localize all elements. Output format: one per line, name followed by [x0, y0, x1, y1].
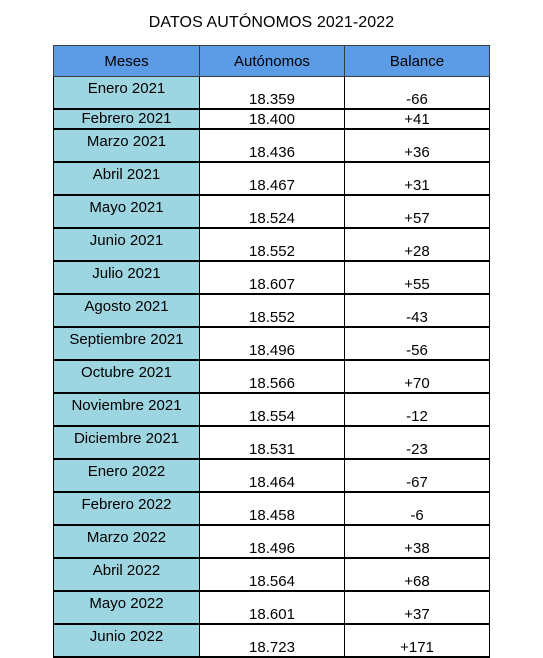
- month-cell: Octubre 2021: [54, 360, 200, 393]
- table-title: DATOS AUTÓNOMOS 2021-2022: [148, 14, 395, 31]
- balance-cell: +57: [345, 195, 490, 228]
- autonomos-cell: 18.458: [200, 492, 345, 525]
- balance-cell: -43: [345, 294, 490, 327]
- balance-cell: +31: [345, 162, 490, 195]
- autonomos-cell: 18.436: [200, 129, 345, 162]
- table-row: [54, 261, 490, 294]
- month-cell: Enero 2021: [54, 77, 200, 110]
- balance-cell: +36: [345, 129, 490, 162]
- table-row: [54, 591, 490, 624]
- autonomos-cell: 18.464: [200, 459, 345, 492]
- autonomos-cell: 18.496: [200, 327, 345, 360]
- month-cell: Noviembre 2021: [54, 393, 200, 426]
- month-cell: Junio 2021: [54, 228, 200, 261]
- table-row: [54, 294, 490, 327]
- month-cell: Febrero 2021: [54, 109, 200, 129]
- column-header-autonomos: Autónomos: [200, 46, 345, 77]
- balance-cell: -66: [345, 77, 490, 110]
- table-row: [54, 624, 490, 657]
- autonomos-table: [53, 45, 490, 658]
- month-cell: Febrero 2022: [54, 492, 200, 525]
- month-cell: Marzo 2022: [54, 525, 200, 558]
- table-row: [54, 393, 490, 426]
- month-cell: Julio 2021: [54, 261, 200, 294]
- autonomos-cell: 18.607: [200, 261, 345, 294]
- table-row: [54, 162, 490, 195]
- month-cell: Abril 2021: [54, 162, 200, 195]
- autonomos-cell: 18.524: [200, 195, 345, 228]
- autonomos-cell: 18.467: [200, 162, 345, 195]
- header-row: [54, 46, 490, 77]
- balance-cell: -23: [345, 426, 490, 459]
- balance-cell: +70: [345, 360, 490, 393]
- autonomos-cell: 18.552: [200, 294, 345, 327]
- balance-cell: -6: [345, 492, 490, 525]
- autonomos-cell: 18.723: [200, 624, 345, 657]
- autonomos-cell: 18.531: [200, 426, 345, 459]
- table-row: [54, 492, 490, 525]
- balance-cell: +28: [345, 228, 490, 261]
- autonomos-cell: 18.496: [200, 525, 345, 558]
- table-row: [54, 109, 490, 129]
- month-cell: Septiembre 2021: [54, 327, 200, 360]
- autonomos-cell: 18.554: [200, 393, 345, 426]
- table-row: [54, 426, 490, 459]
- balance-cell: +37: [345, 591, 490, 624]
- table-body: [54, 77, 490, 658]
- month-cell: Abril 2022: [54, 558, 200, 591]
- table-row: [54, 459, 490, 492]
- balance-cell: +41: [345, 109, 490, 129]
- balance-cell: +55: [345, 261, 490, 294]
- month-cell: Diciembre 2021: [54, 426, 200, 459]
- table-row: [54, 327, 490, 360]
- table-row: [54, 77, 490, 110]
- table-row: [54, 228, 490, 261]
- autonomos-cell: 18.359: [200, 77, 345, 110]
- balance-cell: +171: [345, 624, 490, 657]
- month-cell: Junio 2022: [54, 624, 200, 657]
- autonomos-cell: 18.564: [200, 558, 345, 591]
- month-cell: Mayo 2021: [54, 195, 200, 228]
- table-row: [54, 558, 490, 591]
- balance-cell: -12: [345, 393, 490, 426]
- autonomos-cell: 18.552: [200, 228, 345, 261]
- column-header-balance: Balance: [345, 46, 490, 77]
- table-row: [54, 129, 490, 162]
- table-row: [54, 360, 490, 393]
- column-header-meses: Meses: [54, 46, 200, 77]
- month-cell: Enero 2022: [54, 459, 200, 492]
- table-row: [54, 195, 490, 228]
- autonomos-cell: 18.400: [200, 109, 345, 129]
- table-row: [54, 525, 490, 558]
- month-cell: Marzo 2021: [54, 129, 200, 162]
- balance-cell: +68: [345, 558, 490, 591]
- autonomos-cell: 18.566: [200, 360, 345, 393]
- balance-cell: -67: [345, 459, 490, 492]
- autonomos-cell: 18.601: [200, 591, 345, 624]
- balance-cell: -56: [345, 327, 490, 360]
- balance-cell: +38: [345, 525, 490, 558]
- month-cell: Agosto 2021: [54, 294, 200, 327]
- month-cell: Mayo 2022: [54, 591, 200, 624]
